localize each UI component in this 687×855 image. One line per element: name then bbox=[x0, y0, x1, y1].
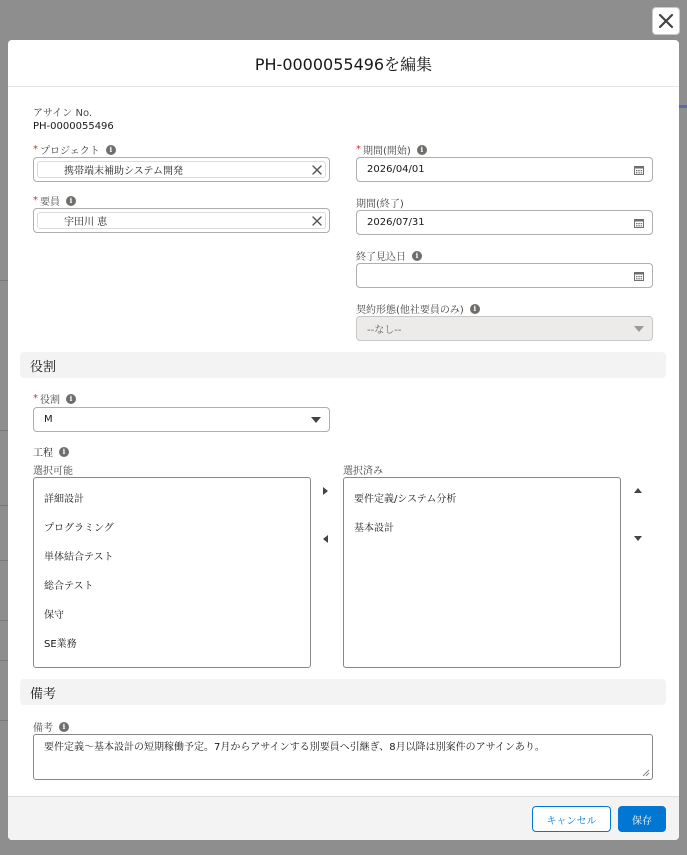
chevron-down-icon bbox=[311, 417, 321, 423]
cancel-button[interactable]: キャンセル bbox=[532, 806, 611, 832]
modal-close-button[interactable] bbox=[652, 7, 680, 35]
info-icon[interactable]: i bbox=[59, 722, 69, 732]
member-label: * 要員 i bbox=[33, 193, 76, 208]
move-up-icon[interactable] bbox=[634, 488, 642, 493]
section-header-notes: 備考 bbox=[20, 679, 666, 705]
contract-type-label: 契約形態(他社要員のみ) i bbox=[356, 301, 480, 316]
role-label: * 役割 i bbox=[33, 391, 76, 406]
member-pill bbox=[37, 212, 326, 229]
move-left-icon[interactable] bbox=[323, 535, 328, 543]
list-option[interactable]: 詳細設計 bbox=[44, 494, 84, 505]
notes-textarea[interactable]: 要件定義〜基本設計の短期稼働予定。7月からアサインする別要員へ引継ぎ、8月以降は別案件のアサインあり。 bbox=[33, 734, 653, 780]
modal-header bbox=[8, 40, 679, 87]
assign-no-value: PH-0000055496 bbox=[33, 121, 114, 132]
info-icon[interactable]: i bbox=[470, 304, 480, 314]
modal-footer bbox=[8, 796, 679, 840]
role-select[interactable]: M bbox=[33, 407, 330, 432]
contract-type-select: --なし-- bbox=[356, 316, 653, 341]
move-down-icon[interactable] bbox=[634, 536, 642, 541]
backdrop-line bbox=[0, 720, 8, 721]
list-option[interactable]: SE業務 bbox=[44, 639, 77, 650]
list-option[interactable]: 基本設計 bbox=[354, 523, 394, 534]
save-button[interactable]: 保存 bbox=[618, 806, 666, 832]
edit-modal bbox=[8, 40, 679, 840]
move-right-icon[interactable] bbox=[323, 487, 328, 495]
available-label: 選択可能 bbox=[33, 466, 73, 477]
section-header-role: 役割 bbox=[20, 352, 666, 378]
list-option[interactable]: 保守 bbox=[44, 610, 64, 621]
period-start-label: * 期間(開始) i bbox=[356, 142, 427, 157]
backdrop-line bbox=[0, 505, 8, 506]
clear-icon[interactable] bbox=[311, 215, 323, 227]
project-pill bbox=[37, 161, 326, 178]
available-listbox[interactable] bbox=[33, 477, 311, 668]
info-icon[interactable]: i bbox=[106, 145, 116, 155]
info-icon[interactable]: i bbox=[66, 394, 76, 404]
info-icon[interactable]: i bbox=[59, 447, 69, 457]
backdrop-line bbox=[0, 430, 8, 431]
close-icon bbox=[658, 13, 674, 29]
period-end-label: 期間(終了) bbox=[356, 199, 404, 210]
backdrop-line bbox=[0, 280, 8, 281]
backdrop-accent bbox=[679, 105, 687, 108]
member-value: 宇田川 恵 bbox=[64, 217, 108, 228]
calendar-icon[interactable] bbox=[634, 218, 644, 228]
project-label: * プロジェクト i bbox=[33, 142, 116, 157]
selected-listbox[interactable] bbox=[343, 477, 621, 668]
modal-title: PH-0000055496を編集 bbox=[254, 54, 433, 74]
period-start-input[interactable]: 2026/04/01 bbox=[356, 157, 653, 182]
info-icon[interactable]: i bbox=[412, 251, 422, 261]
backdrop-line bbox=[0, 560, 8, 561]
resize-handle-icon[interactable] bbox=[642, 769, 650, 777]
end-estimate-label: 終了見込日 i bbox=[356, 248, 422, 263]
info-icon[interactable]: i bbox=[417, 145, 427, 155]
assign-no-label: アサイン No. bbox=[33, 108, 93, 119]
chevron-down-icon bbox=[634, 326, 644, 332]
member-lookup[interactable] bbox=[33, 208, 330, 233]
backdrop-line bbox=[0, 620, 8, 621]
list-option[interactable]: 総合テスト bbox=[44, 581, 94, 592]
calendar-icon[interactable] bbox=[634, 271, 644, 281]
clear-icon[interactable] bbox=[311, 164, 323, 176]
notes-label: 備考 i bbox=[33, 719, 69, 734]
list-option[interactable]: 単体結合テスト bbox=[44, 552, 114, 563]
info-icon[interactable]: i bbox=[66, 196, 76, 206]
project-value: 携帯端末補助システム開発 bbox=[64, 166, 183, 177]
backdrop-line bbox=[0, 660, 8, 661]
selected-label: 選択済み bbox=[343, 466, 383, 477]
period-end-input[interactable]: 2026/07/31 bbox=[356, 210, 653, 235]
calendar-icon[interactable] bbox=[634, 165, 644, 175]
list-option[interactable]: プログラミング bbox=[44, 523, 114, 534]
project-lookup[interactable] bbox=[33, 157, 330, 182]
process-label: 工程 i bbox=[33, 444, 69, 459]
list-option[interactable]: 要件定義/システム分析 bbox=[354, 494, 457, 505]
end-estimate-input[interactable] bbox=[356, 263, 653, 288]
